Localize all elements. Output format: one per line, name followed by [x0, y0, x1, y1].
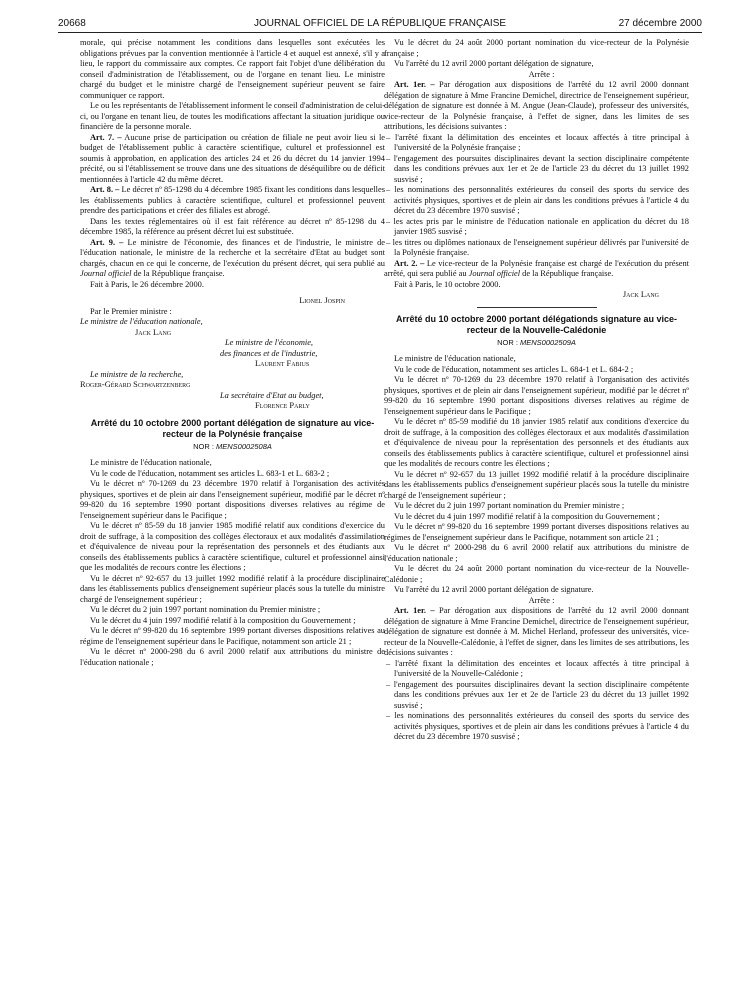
- journal-officiel-ref: Journal officiel: [80, 269, 132, 278]
- place-date: Fait à Paris, le 10 octobre 2000.: [394, 279, 501, 289]
- signatory: Jack Lang: [622, 290, 659, 299]
- article-text: de la République française.: [131, 269, 225, 278]
- paragraph: Vu le décret nº 70-1269 du 23 décembre 1970 relatif à l'organisation des activités physiques, sportives et de plein air dans l'enseignement supérieur, modifié par le décret nº 99-820 du 16 septembre 1990 portant dispositions diverses relatives au régime de l'enseignement supérieur dans le Pacifique ;: [384, 375, 689, 416]
- article-2: [384, 259, 689, 280]
- article-text: Le vice-recteur de la Polynésie française est chargé de l'exécution du présent arrêté, qui sera publié au: [384, 258, 689, 278]
- arrete-heading: Arrête :: [528, 69, 555, 79]
- paragraph: Vu le décret nº 85-59 du 18 janvier 1985 modifié relatif aux conditions d'exercice du droit de suffrage, à la composition des collèges électoraux et aux modalités d'assimilation et d'équivalence de niveau pour la représentation des personnels et des étudiants aux conseils des établissements publics à caractère scientifique, culturel et professionnel ainsi que les modalités de recours contre les élections ;: [80, 521, 385, 572]
- paragraph: Vu le décret nº 2000-298 du 6 avril 2000 relatif aux attributions du ministre de l'éducation nationale ;: [384, 543, 689, 563]
- decree-title: Arrêté du 10 octobre 2000 portant délégation de signature au vice-recteur de la Polynésie française: [90, 417, 375, 439]
- minister-title: Le ministre de la recherche,: [90, 369, 184, 379]
- signatory-pm: Lionel Jospin: [299, 296, 345, 305]
- article-7: [80, 133, 385, 186]
- article-text: Par dérogation aux dispositions de l'arrêté du 12 avril 2000 donnant délégation de signature à Mme Francine Demichel, directrice de l'enseignement supérieur, délégation de signature est donnée à M. Michel Herland, professeur des universités, vice-recteur de la Nouvelle-Calédonie, à l'effet de signer, dans les limites de ses attributions, les décisions suivantes :: [384, 606, 689, 657]
- article-label: Art. 2. –: [394, 258, 425, 268]
- article-1: [384, 80, 689, 133]
- minister-title: La secrétaire d'Etat au budget,: [220, 390, 324, 400]
- paragraph: Vu le code de l'éducation, notamment ses articles L. 683-1 et L. 683-2 ;: [90, 468, 330, 478]
- paragraph: Vu le décret nº 92-657 du 13 juillet 1992 modifié relatif à la procédure disciplinaire dans les établissements publics d'enseignement supérieur placés sous la tutelle du ministre chargé de l'enseignement supérieur ;: [384, 469, 689, 500]
- paragraph: Vu le décret du 24 août 2000 portant nomination du vice-recteur de la Polynésie française ;: [384, 38, 689, 58]
- decision-list: [384, 659, 689, 743]
- list-item: – l'arrêté fixant la délimitation des enceintes et locaux affectés à titre principal à l'université de la Nouvelle-Calédonie ;: [394, 659, 689, 680]
- nor-reference: [80, 442, 385, 453]
- article-label: Art. 7. –: [90, 132, 122, 142]
- signatory: Jack Lang: [135, 327, 172, 337]
- list-item: – les nominations des personnalités extérieures du conseil des sports du service des activités physiques, sportives et de plein air dans les conditions prévues à l'article 4 du décret du 23 décembre 1970 susvisé ;: [394, 185, 689, 217]
- signatory: Roger-Gérard Schwartzenberg: [80, 380, 191, 389]
- journal-title: JOURNAL OFFICIEL DE LA RÉPUBLIQUE FRANÇAISE: [253, 18, 507, 29]
- article-text: Par dérogation aux dispositions de l'arrêté du 12 avril 2000 donnant délégation de signature à Mme Francine Demichel, directrice de l'enseignement supérieur, délégation de signature est donnée à M. Angue (Jean-Claude), professeur des universités, vice-recteur de la Polynésie française, à l'effet de signer, dans les limites de ses attributions, les décisions suivantes :: [384, 80, 689, 131]
- right-column: [384, 38, 689, 743]
- decree-title: Arrêté du 10 octobre 2000 portant délégationds signature au vice-recteur de la Nouvelle-Calédonie: [395, 313, 678, 335]
- article-8: [80, 185, 385, 217]
- paragraph: morale, qui précise notamment les conditions dans lesquelles sont exécutées les obligations prévues par la convention mentionnée à l'article 4 et auquel est annexé, s'il y a lieu, le rapport du commissaire aux comptes. Ce rapport fait l'objet d'une délibération du conseil d'administration de l'établissement, ou de l'organe en tenant lieu. Le ministre chargé du budget et le ministre chargé de l'enseignement supérieur peuvent se faire communiquer ce rapport.: [80, 38, 385, 100]
- page-header: [58, 18, 702, 33]
- list-item: – les actes pris par le ministre de l'éducation nationale en application du décret du 18 janvier 1985 susvisé ;: [394, 217, 689, 238]
- article-9: [80, 238, 385, 280]
- signatory: Florence Parly: [255, 401, 310, 410]
- article-text: Aucune prise de participation ou création de filiale ne peut avoir lieu si le budget de l'établissement public à caractère scientifique, culturel et professionnel est soumis à approbation, en application des articles 24 et 26 du décret du 14 janvier 1994 précité, ou si l'établissement se trouve dans une des situations de déséquilibre ou de déficit mentionnées à l'article 42 du même décret.: [80, 132, 385, 184]
- article-text: de la République française.: [520, 269, 614, 278]
- paragraph: Vu le décret nº 99-820 du 16 septembre 1999 portant diverses dispositions relatives au régime de l'enseignement supérieur dans le Pacifique, notamment son article 21 ;: [80, 626, 385, 646]
- article-1: [384, 606, 689, 659]
- nor-value: MENS0002508A: [216, 441, 272, 451]
- page-number: 20668: [58, 18, 86, 29]
- issue-date: 27 décembre 2000: [618, 18, 702, 29]
- paragraph: Vu le décret du 4 juin 1997 modifié relatif à la composition du Gouvernement ;: [394, 511, 660, 521]
- nor-reference: [384, 338, 689, 349]
- paragraph: Vu le décret nº 99-820 du 16 septembre 1999 portant diverses dispositions relatives au régimes de l'enseignement supérieur dans le Pacifique, notamment son article 21 ;: [384, 522, 689, 542]
- paragraph: Vu le décret du 2 juin 1997 portant nomination du Premier ministre ;: [90, 605, 321, 614]
- paragraph: Vu le décret du 24 août 2000 portant nomination du vice-recteur de la Nouvelle-Calédonie ;: [384, 564, 689, 584]
- list-item: – l'engagement des poursuites disciplinaires devant la section disciplinaire compétente dans les conditions prévues aux 1er et 2e de l'article 23 du décret du 13 juillet 1992 susvisé ;: [394, 680, 689, 712]
- minister-title: Le ministre de l'éducation nationale,: [80, 317, 203, 326]
- paragraph: Vu l'arrêté du 12 avril 2000 portant délégation de signature,: [394, 59, 594, 68]
- paragraph: Le ministre de l'éducation nationale,: [394, 354, 516, 363]
- minister-title: des finances et de l'industrie,: [220, 348, 318, 358]
- by-pm: Par le Premier ministre :: [90, 306, 172, 316]
- paragraph: Vu le décret nº 2000-298 du 6 avril 2000 relatif aux attributions du ministre de l'éducation nationale ;: [80, 647, 385, 667]
- list-item: – l'engagement des poursuites disciplinaires devant la section disciplinaire compétente dans les conditions prévues aux 1er et 2e de l'article 23 du décret du 13 juillet 1992 susvisé ;: [394, 154, 689, 186]
- article-label: Art. 1er. –: [394, 606, 435, 615]
- nor-value: MENS0002509A: [520, 337, 576, 347]
- nor-label: NOR :: [193, 441, 217, 451]
- list-item: – l'arrêté fixant la délimitation des enceintes et locaux affectés à titre principal à l'université de la Polynésie française ;: [394, 133, 689, 154]
- paragraph: Vu le décret nº 85-59 modifié du 18 janvier 1985 relatif aux conditions d'exercice du droit de suffrage, à la composition des collèges électoraux et aux modalités d'assimilation et d'équivalence de niveau pour la représentation des personnels et des étudiants aux conseils des établissements publics à caractère scientifique, culturel et professionnel ainsi que les modalités de recours contre les élections ;: [384, 417, 689, 468]
- arrete-heading: Arrête :: [528, 595, 555, 605]
- nor-label: NOR :: [497, 337, 521, 347]
- article-label: Art. 9. –: [90, 237, 124, 247]
- signatory: Laurent Fabius: [255, 359, 310, 368]
- left-column: [80, 38, 385, 668]
- decision-list: [384, 133, 689, 259]
- paragraph: Vu le décret nº 70-1269 du 23 décembre 1970 relatif à l'organisation des activités physiques, sportives et de plein air dans l'enseignement supérieur, modifié par le décret nº 99-820 du 16 septembre 1990 portant dispositions diverses relatives au régime de l'enseignement supérieur dans le Pacifique ;: [80, 479, 385, 520]
- paragraph: Vu le décret nº 92-657 du 13 juillet 1992 modifié relatif à la procédure disciplinaire dans les établissements publics d'enseignement supérieur placés sous la tutelle du ministre chargé de l'enseignement supérieur ;: [80, 573, 385, 604]
- list-item: – les titres ou diplômes nationaux de l'enseignement supérieur délivrés par l'université de la Polynésie française.: [394, 238, 689, 259]
- article-label: Art. 1er. –: [394, 80, 435, 89]
- signature-block: [80, 296, 385, 412]
- article-text: Le décret nº 85-1298 du 4 décembre 1985 fixant les conditions dans lesquelles les établissements publics à caractère scientifique, culturel et professionnel peuvent prendre des participations et créer des filiales est abrogé.: [80, 185, 385, 215]
- paragraph: Vu le décret du 4 juin 1997 modifié relatif à la composition du Gouvernement ;: [90, 615, 356, 625]
- paragraph: Vu l'arrêté du 12 avril 2000 portant délégation de signature.: [394, 585, 594, 594]
- paragraph: Dans les textes réglementaires où il est fait référence au décret nº 85-1298 du 4 décembre 1985, la référence au présent décret lui est substituée.: [80, 216, 385, 236]
- article-text: Le ministre de l'économie, des finances et de l'industrie, le ministre de l'éducation nationale, le ministre de la recherche et la secrétaire d'Etat au budget sont chargés, chacun en ce qui le concerne, de l'exécution du présent décret, qui sera publié au: [80, 237, 385, 268]
- paragraph: Vu le code de l'éducation, notamment ses articles L. 684-1 et L. 684-2 ;: [394, 364, 634, 374]
- minister-title: Le ministre de l'économie,: [225, 338, 314, 347]
- paragraph: Le ou les représentants de l'établissement informent le conseil d'administration de celui-ci, ou l'organe en tenant lieu, de toutes les modifications affectant la situation juridique ou financière de la personne morale.: [80, 101, 385, 131]
- list-item: – les nominations des personnalités extérieures du conseil des sports du service des activités physiques, sportives et de plein air dans les conditions prévues à l'article 4 du décret du 23 décembre 1970 susvisé ;: [394, 711, 689, 743]
- place-date: Fait à Paris, le 26 décembre 2000.: [90, 279, 204, 289]
- journal-officiel-ref: Journal officiel: [468, 269, 521, 278]
- paragraph: Le ministre de l'éducation nationale,: [90, 458, 212, 467]
- section-divider: [477, 307, 597, 308]
- paragraph: Vu le décret du 2 juin 1997 portant nomination du Premier ministre ;: [394, 501, 625, 510]
- article-label: Art. 8. –: [90, 185, 120, 194]
